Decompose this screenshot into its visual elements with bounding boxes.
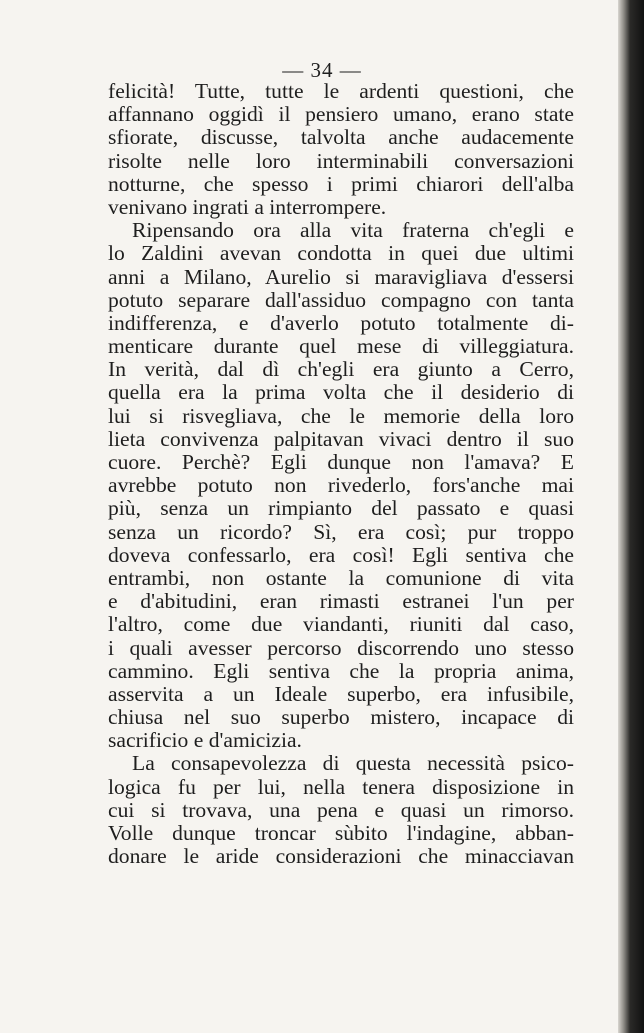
text-line: donare le aride considerazioni che minacciavan xyxy=(108,844,574,869)
text-line: potuto separare dall'assiduo compagno con tanta xyxy=(108,287,574,312)
text-line: La consapevolezza di questa necessità psico- xyxy=(132,751,574,776)
text-line: lo Zaldini avevan condotta in quei due ultimi xyxy=(108,241,574,266)
text-line: anni a Milano, Aurelio si maravigliava d'essersi xyxy=(108,264,574,289)
text-line: sacrificio e d'amicizia. xyxy=(108,728,302,753)
text-line: notturne, che spesso i primi chiarori dell'alba xyxy=(108,171,574,196)
paragraph-3 xyxy=(108,752,574,868)
text-line: lieta convivenza palpitavan vivaci dentro il suo xyxy=(108,426,574,451)
text-line: avrebbe potuto non rivederlo, fors'anche mai xyxy=(108,473,574,498)
text-line: cui si trovava, una pena e quasi un rimorso. xyxy=(108,797,574,822)
page-number: — 34 — xyxy=(282,58,362,82)
text-line: affannano oggidì il pensiero umano, erano state xyxy=(108,102,574,127)
text-line: entrambi, non ostante la comunione di vita xyxy=(108,565,574,590)
text-line: cammino. Egli sentiva che la propria anima, xyxy=(108,658,574,683)
paragraph-2 xyxy=(108,219,574,752)
text-line: l'altro, come due viandanti, riuniti dal caso, xyxy=(108,612,574,637)
text-line: Volle dunque troncar sùbito l'indagine, abban- xyxy=(108,821,574,845)
text-line: doveva confessarlo, era così! Egli sentiva che xyxy=(108,542,574,567)
text-line: Ripensando ora alla vita fraterna ch'egli e xyxy=(132,218,574,243)
text-line: i quali avesser percorso discorrendo uno stesso xyxy=(108,635,574,660)
text-line: venivano ingrati a interrompere. xyxy=(108,194,387,219)
text-line: quella era la prima volta che il desiderio di xyxy=(108,380,574,405)
text-line: felicità! Tutte, tutte le ardenti questioni, che xyxy=(108,79,574,103)
text-line: menticare durante quel mese di villeggiatura. xyxy=(108,334,574,359)
text-line: più, senza un rimpianto del passato e quasi xyxy=(108,496,574,521)
text-line: asservita a un Ideale superbo, era infusibile, xyxy=(108,681,574,706)
text-line: logica fu per lui, nella tenera disposizione in xyxy=(108,774,574,799)
text-line: indifferenza, e d'averlo potuto totalmente di- xyxy=(108,310,574,335)
text-line: risolte nelle loro interminabili conversazioni xyxy=(108,148,574,173)
text-line: cuore. Perchè? Egli dunque non l'amava? E xyxy=(108,450,574,474)
text-line: lui si risvegliava, che le memorie della loro xyxy=(108,403,574,428)
text-line: In verità, dal dì ch'egli era giunto a Cerro, xyxy=(108,357,574,382)
body-text xyxy=(108,80,574,868)
paragraph-1 xyxy=(108,80,574,219)
text-line: chiusa nel suo superbo mistero, incapace di xyxy=(108,705,574,730)
text-line: e d'abitudini, eran rimasti estranei l'un per xyxy=(108,589,574,614)
text-line: sfiorate, discusse, talvolta anche audacemente xyxy=(108,125,574,150)
text-line: senza un ricordo? Sì, era così; pur troppo xyxy=(108,519,574,544)
page-edge-shadow xyxy=(618,0,644,1033)
